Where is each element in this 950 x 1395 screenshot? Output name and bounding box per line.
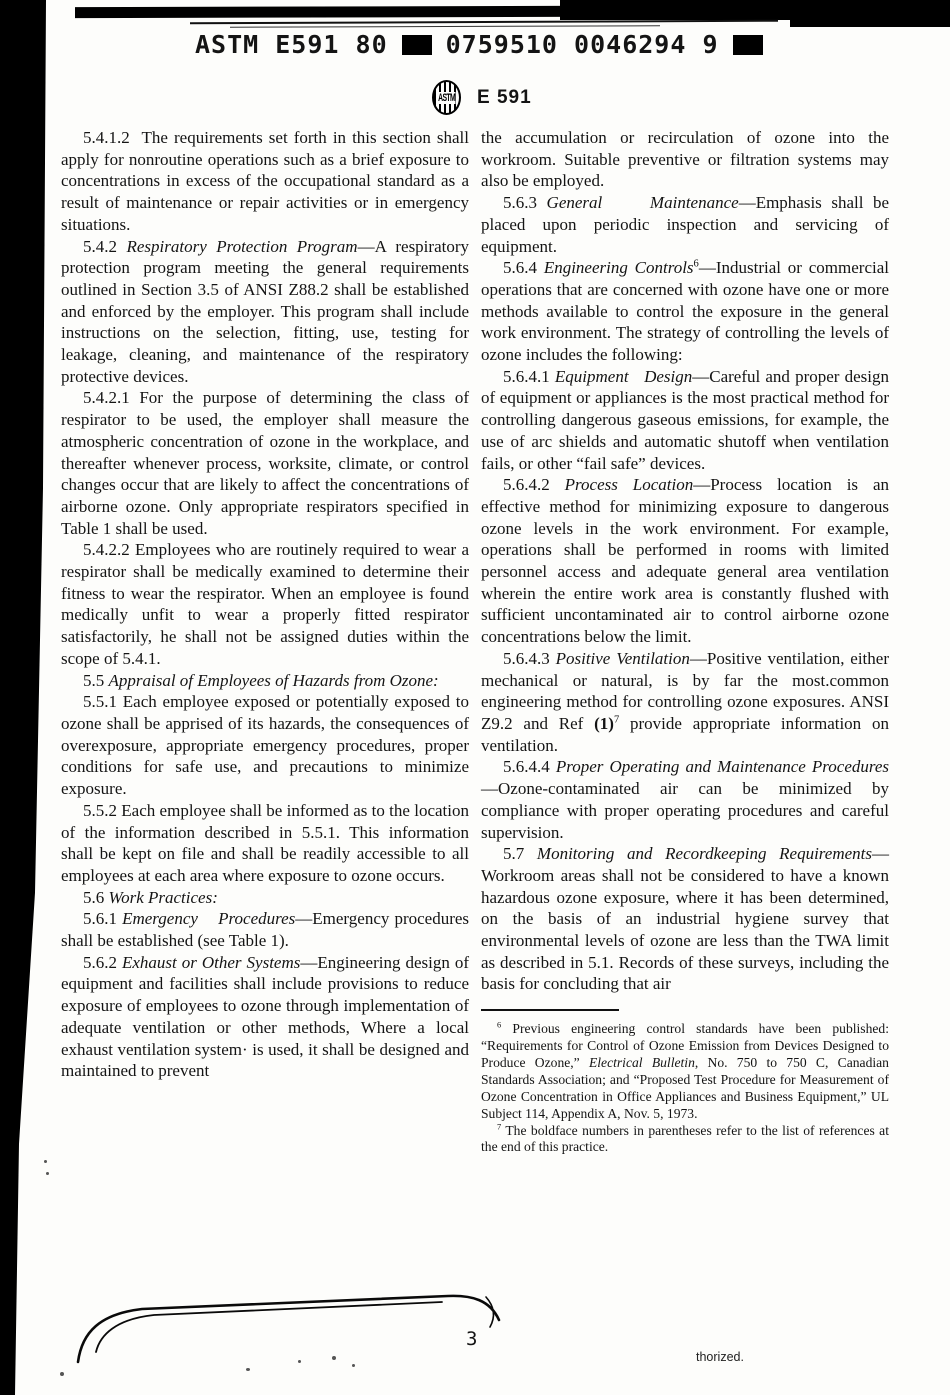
speck bbox=[60, 1372, 64, 1376]
document-id-row bbox=[432, 80, 532, 115]
header-code-left: ASTM E591 80 bbox=[195, 30, 388, 59]
header-code-right: 0759510 0046294 9 bbox=[445, 30, 719, 59]
paragraph: 5.7 Monitoring and Recordkeeping Requirements—Workroom areas shall not be considered to have a known hazardous ozone exposure, where it has been determined, on the basis of an industrial hygiene survey that environmental levels of ozone are less than the TWA limit as described in 5.1. Records of these surveys, including the basis for concluding that air bbox=[481, 844, 889, 994]
barcode-block-icon bbox=[733, 35, 763, 55]
doc-number: E 591 bbox=[477, 86, 532, 108]
paragraph: 5.6.4.1 Equipment Design—Careful and proper design of equipment or appliances is the most practical method for controlling dangerous gaseous emissions, for example, the use of arc shields and automatic shutoff when ventilation fails, or other “fail safe” devices. bbox=[481, 366, 889, 473]
right-column bbox=[481, 127, 889, 1156]
paragraph: 5.6.4.4 Proper Operating and Maintenance Procedures—Ozone-contaminated air can be minimized by compliance with proper operating procedures and careful supervision. bbox=[481, 757, 890, 842]
header-rule bbox=[190, 20, 778, 25]
header-code-line bbox=[195, 30, 795, 59]
paragraph: 5.6 Work Practices: bbox=[83, 887, 218, 907]
speck bbox=[352, 1364, 355, 1367]
footnote: $^7$ The boldface numbers in parentheses refer to the list of references at the end of this practice. bbox=[481, 1121, 889, 1155]
paragraph: 5.5.2 Each employee shall be informed as to the location of the information described in 5.5.1. This information shall be kept on file and shall be readily accessible to all employees at each area where exposure to ozone occurs. bbox=[61, 800, 469, 885]
speck bbox=[332, 1356, 336, 1360]
header-rule-secondary bbox=[230, 25, 660, 28]
scan-border-left bbox=[0, 0, 50, 1395]
paragraph: 5.4.2.2 Employees who are routinely required to wear a respirator shall be medically examined to determine their fitness to wear the respirator. When an employee is found medically unfit to wear a properly fitted respirator satisfactorily, he shall not be assigned duties within the scope of 5.4.1. bbox=[61, 540, 469, 668]
paragraph: the accumulation or recirculation of ozone into the workroom. Suitable preventive or filtration systems may also be employed. bbox=[481, 128, 889, 191]
paragraph: 5.5 Appraisal of Employees of Hazards from Ozone: bbox=[83, 670, 439, 690]
speck bbox=[44, 1160, 47, 1163]
left-column bbox=[61, 127, 469, 1082]
page-number: 3 bbox=[466, 1328, 478, 1350]
paragraph: 5.6.4.2 Process Location—Process location is an effective method for minimizing exposure to dangerous ozone levels in the work environment. For example, operations shall be performed in rooms with limited personnel access and adequate general area ventilation wherein the entire work area is constantly flushed with sufficient uncontaminated air to control airborne ozone concentrations below the limit. bbox=[481, 475, 889, 647]
paragraph: 5.6.3 General Maintenance—Emphasis shall be placed upon periodic inspection and servicing of equipment. bbox=[481, 193, 890, 256]
paragraph: 5.4.2 Respiratory Protection Program—A respiratory protection program meeting the general requirements outlined in Section 3.5 of ANSI Z88.2 shall be established and enforced by the employer. This program shall include instructions on the selection, fitting, use, testing for leakage, cleaning, and maintenance of the respiratory protective devices. bbox=[61, 236, 469, 386]
paragraph: 5.6.4 Engineering Controls$^6$—Industrial or commercial operations that are concerned with ozone have one or more methods available to control the exposure in the general work environment. The strategy of controlling the levels of ozone includes the following: bbox=[481, 258, 889, 365]
speck bbox=[246, 1368, 250, 1371]
astm-logo-icon: ASTM bbox=[432, 80, 461, 115]
scan-border-top-right bbox=[790, 0, 950, 27]
footnote-separator bbox=[481, 1009, 619, 1011]
footnotes bbox=[481, 1021, 889, 1156]
paragraph: 5.6.2 Exhaust or Other Systems—Engineering design of equipment and facilities shall include provisions to reduce exposure of employees to ozone through implementation of adequate ventilation or other methods, Where a local exhaust ventilation system· is used, it shall be designed and maintained to prevent bbox=[61, 952, 469, 1081]
paragraph: 5.4.2.1 For the purpose of determining the class of respirator to be used, the employer shall measure the atmospheric concentration of ozone in the workplace, and thereafter whenever process, worksite, climate, or control changes occur that are likely to affect the concentrations of airborne ozone. Only appropriate respirators specified in Table 1 shall be used. bbox=[61, 388, 469, 538]
paragraph: 5.4.1.2 The requirements set forth in this section shall apply for nonroutine operations such as a brief exposure to concentrations in excess of the occupational standard as a result of maintenance or repair activities or in emergency situations. bbox=[61, 128, 469, 234]
paragraph: 5.5.1 Each employee exposed or potentially exposed to ozone shall be apprised of its hazards, the consequences of overexposure, appropriate emergency procedures, proper conditions for safe use, and precautions to minimize exposure. bbox=[61, 692, 469, 799]
barcode-block-icon bbox=[402, 35, 432, 55]
speck bbox=[46, 1172, 49, 1175]
paragraph: 5.6.1 Emergency Procedures—Emergency procedures shall be established (see Table 1). bbox=[61, 909, 470, 951]
cutoff-text-fragment: thorized. bbox=[696, 1350, 744, 1364]
speck bbox=[298, 1360, 301, 1363]
paragraph: 5.6.4.3 Positive Ventilation—Positive ventilation, either mechanical or natural, is by far the most.common engineering method for controlling ozone exposures. ANSI Z9.2 and Ref $(1)^7$ provide appropriate information on ventilation. bbox=[481, 648, 889, 755]
footnote: $^6$ Previous engineering control standards have been published: “Requirements for Control of Ozone Emission from Devices Designed to Produce Ozone,” Electrical Bulletin, No. 750 to 750 C, Canadian Standards Association; and “Proposed Test Procedure for Measurement of Ozone Concentration in Office Appliances and Business Equipment,” UL Subject 114, Appendix A, Nov. 5, 1973. bbox=[481, 1019, 889, 1121]
